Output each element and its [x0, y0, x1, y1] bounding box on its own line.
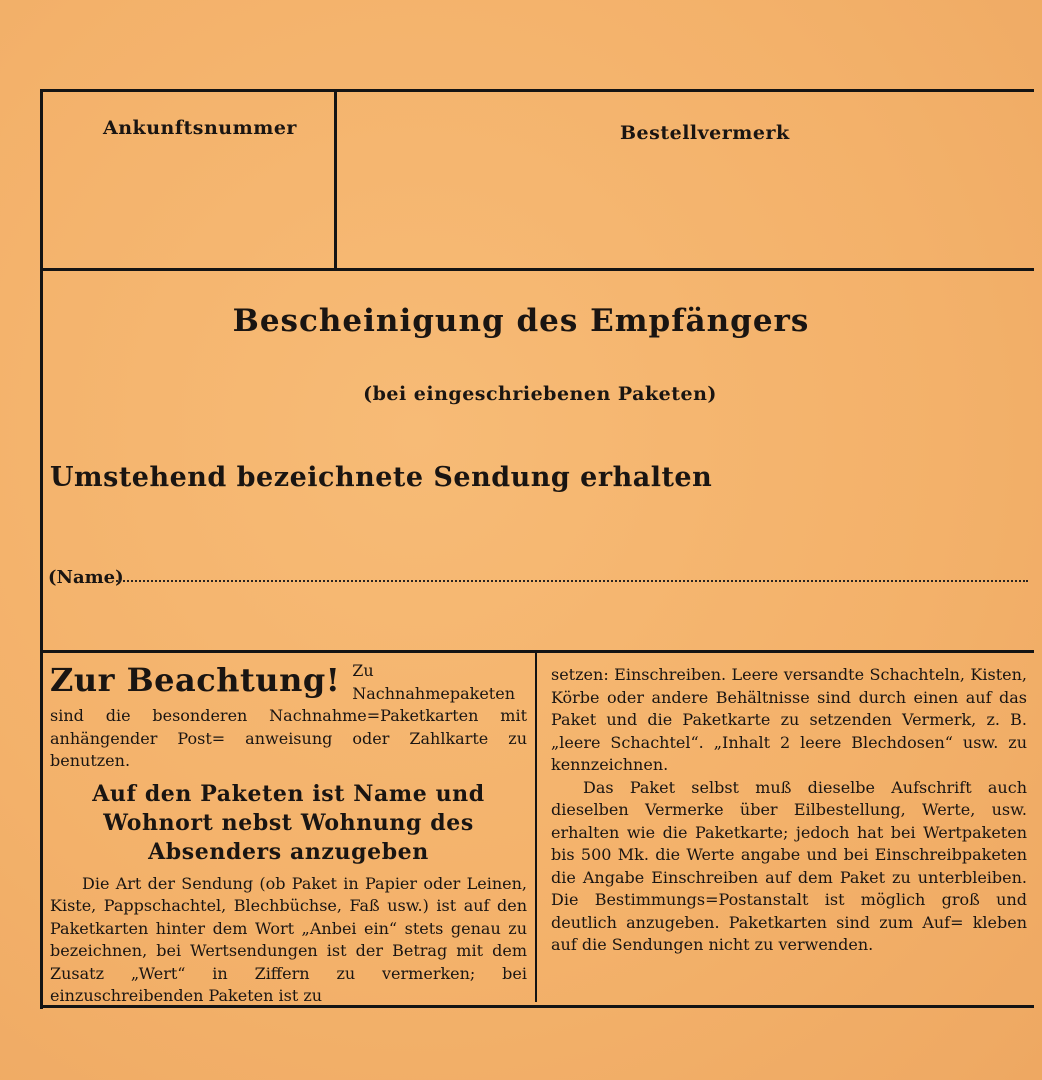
sender-address-notice: Auf den Paketen ist Name und Wohnort nebst Wohnung des Absenders anzugeben: [92, 780, 485, 865]
name-signature-line: [116, 580, 1028, 582]
name-label: (Name): [48, 567, 124, 588]
notice-heading: Zur Beachtung!: [50, 661, 341, 699]
top-border: [40, 89, 1034, 92]
notice-left-column: [50, 660, 527, 1008]
cell-divider: [334, 89, 337, 270]
bestellvermerk-label: Bestellvermerk: [620, 122, 790, 144]
notice-paragraph-1: Die Art der Sendung (ob Paket in Papier oder Leinen, Kiste, Pappschachtel, Blechbüchse, Faß usw.) ist auf den Paketkarten hinter dem Wort „Anbei ein“ stets genau zu bezeichnen, bei Wertsendungen ist der Betrag mit dem Zusatz „Wert“ in Ziffern zu vermerken; bei einzuschreibenden Paketen ist zu: [50, 873, 527, 1005]
notice-intro: Zu Nachnahmepaketen sind die besonderen Nachnahme=Paketkarten mit anhängender Post= anweisung oder Zahlkarte zu benutzen.: [50, 661, 527, 770]
notice-paragraph-3: Das Paket selbst muß dieselbe Aufschrift auch dieselben Vermerke über Eilbestellung, Werte, usw. erhalten wie die Paketkarte; jedoch hat bei Wertpaketen bis 500 Mk. die Werte angabe und bei Einschreibpaketen die Angabe Einschreiben auf dem Paket zu unterbleiben. Die Bestimmungs=Postanstalt ist möglich groß und deutlich anzugeben. Paketkarten sind zum Auf= kleben auf die Sendungen nicht zu verwenden.: [551, 777, 1027, 954]
notice-top-line: [40, 650, 1034, 653]
left-border: [40, 89, 43, 1009]
certificate-title: Bescheinigung des Empfängers: [232, 303, 810, 339]
notice-right-column: [551, 664, 1027, 957]
ankunftsnummer-label: Ankunftsnummer: [103, 117, 297, 139]
table-bottom-line: [40, 268, 1034, 271]
notice-paragraph-2: setzen: Einschreiben. Leere versandte Schachteln, Kisten, Körbe oder andere Behältnisse sind durch einen auf das Paket und die Paketkarte zu setzenden Vermerk, z. B. „leere Schachtel“. „Inhalt 2 leere Blechdosen“ usw. zu kennzeichnen.: [551, 665, 1027, 774]
certificate-subtitle: (bei eingeschriebenen Paketen): [363, 383, 717, 405]
received-statement: Umstehend bezeichnete Sendung erhalten: [50, 462, 713, 493]
column-divider: [535, 650, 537, 1002]
